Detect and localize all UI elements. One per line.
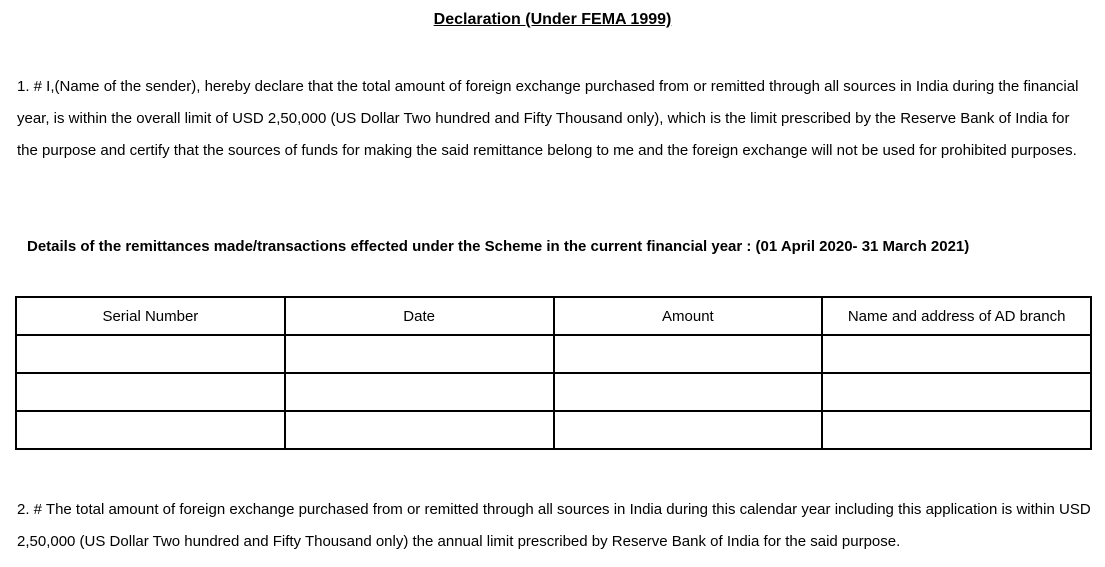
table-cell-ad-branch bbox=[822, 411, 1091, 449]
column-header-date: Date bbox=[285, 297, 554, 335]
table-row bbox=[16, 373, 1091, 411]
table-cell-ad-branch bbox=[822, 373, 1091, 411]
table-cell-serial-number bbox=[16, 411, 285, 449]
table-row bbox=[16, 411, 1091, 449]
table-cell-amount bbox=[554, 335, 823, 373]
remittance-details-heading: Details of the remittances made/transactions effected under the Scheme in the current financial year : (01 April 2020- 31 March 2021) bbox=[27, 238, 970, 255]
table-cell-ad-branch bbox=[822, 335, 1091, 373]
table-cell-amount bbox=[554, 373, 823, 411]
column-header-ad-branch: Name and address of AD branch bbox=[822, 297, 1091, 335]
table-header-row bbox=[16, 297, 1091, 335]
table-row bbox=[16, 335, 1091, 373]
column-header-serial-number: Serial Number bbox=[16, 297, 285, 335]
remittance-table bbox=[15, 296, 1092, 450]
declaration-paragraph-1: 1. # I,(Name of the sender), hereby declare that the total amount of foreign exchange purchased from or remitted through all sources in India during the financial year, is within the overall limit of USD 2,50,000 (US Dollar Two hundred and Fifty Thousand only), which is the limit prescribed by the Reserve Bank of India for the purpose and certify that the sources of funds for making the said remittance belong to me and the foreign exchange will not be used for prohibited purposes. bbox=[17, 78, 1079, 159]
declaration-title: Declaration (Under FEMA 1999) bbox=[433, 11, 672, 28]
table-cell-date bbox=[285, 373, 554, 411]
table-cell-date bbox=[285, 411, 554, 449]
table-cell-amount bbox=[554, 411, 823, 449]
table-cell-date bbox=[285, 335, 554, 373]
table-cell-serial-number bbox=[16, 335, 285, 373]
declaration-paragraph-2: 2. # The total amount of foreign exchange purchased from or remitted through all sources in India during this calendar year including this application is within USD 2,50,000 (US Dollar Two hundred and Fifty Thousand only) the annual limit prescribed by Reserve Bank of India for the said purpose. bbox=[17, 501, 1091, 550]
table-cell-serial-number bbox=[16, 373, 285, 411]
column-header-amount: Amount bbox=[554, 297, 823, 335]
